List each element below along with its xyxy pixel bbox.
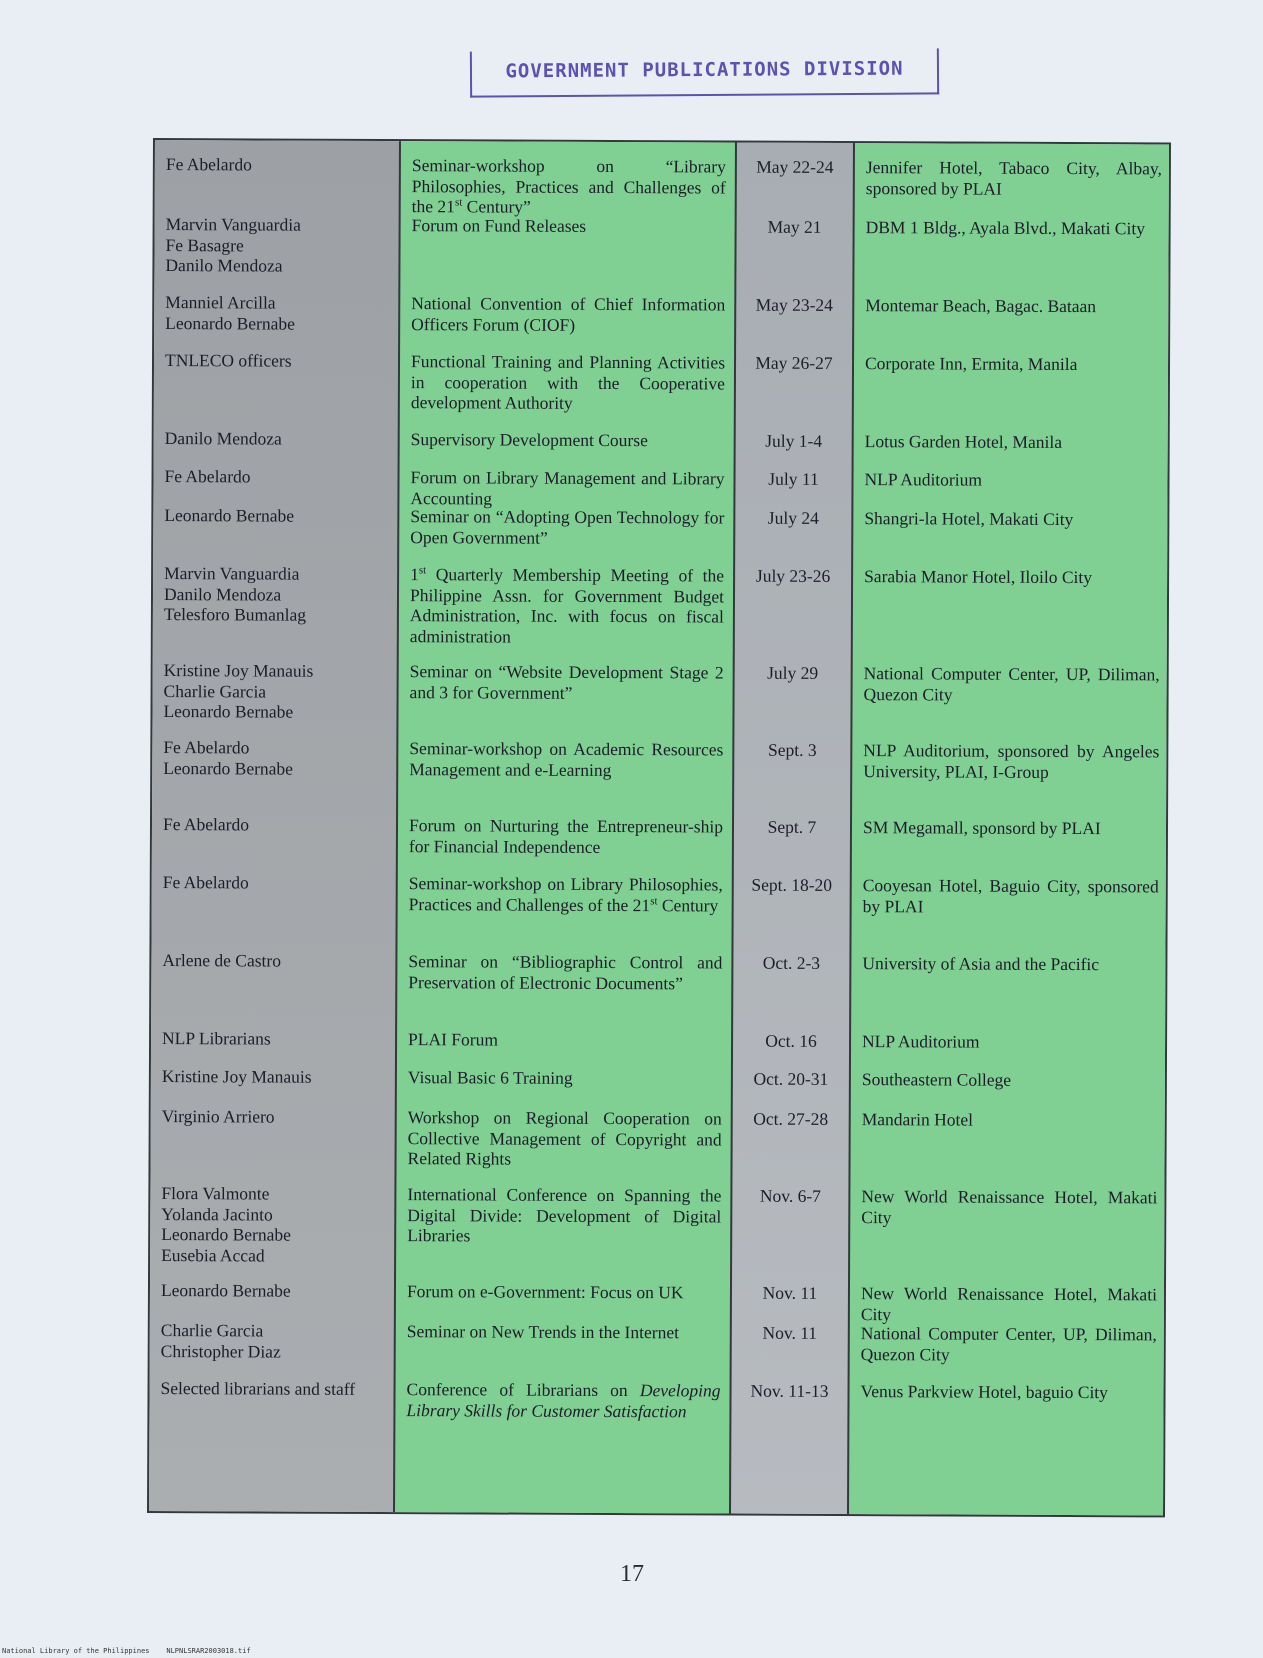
participant-names: Virginio Arriero [161, 1106, 275, 1127]
event-title: International Conference on Spanning the Digital Divide: Development of Digital Libraries [407, 1184, 722, 1246]
event-title-italic: Developing Library Skills for Customer Satisfaction [406, 1380, 721, 1421]
event-date: July 23-26 [755, 565, 831, 586]
participant-names: Fe Abelardo [162, 872, 249, 893]
participant-names: Fe Abelardo Leonardo Bernabe [163, 737, 294, 779]
event-venue: Jennifer Hotel, Tabaco City, Albay, sponsored by PLAI [865, 157, 1162, 199]
event-venue: National Computer Center, UP, Diliman, Quezon City [860, 1323, 1157, 1364]
event-title: Seminar on “Bibliographic Control and Preservation of Electronic Documents” [408, 951, 723, 993]
event-title: Forum on Nurturing the Entrepreneur-ship for Financial Independence [408, 815, 724, 857]
event-venue: Montemar Beach, Bagac. Bataan [865, 295, 1097, 317]
participant-names: Arlene de Castro [162, 950, 282, 971]
event-title [406, 1379, 720, 1421]
event-title: Seminar on “Website Development Stage 2 and 3 for Government” [409, 661, 724, 703]
footer-filename: NLPNLSRAR2003018.tif [166, 1647, 251, 1655]
event-date: July 1-4 [765, 430, 823, 451]
event-venue: DBM 1 Bldg., Ayala Blvd., Makati City [865, 217, 1146, 239]
event-title: Forum on e-Government: Focus on UK [406, 1281, 684, 1303]
event-date: Nov. 11 [762, 1282, 818, 1303]
event-date: Nov. 11-13 [750, 1380, 829, 1401]
event-title: Workshop on Regional Cooperation on Collective Management of Copyright and Related Rights [407, 1107, 722, 1169]
government-publications-stamp: GOVERNMENT PUBLICATIONS DIVISION [470, 48, 939, 97]
participant-names: NLP Librarians [162, 1028, 271, 1049]
event-date: July 24 [767, 507, 819, 528]
participant-names: Leonardo Bernabe [160, 1280, 291, 1301]
event-date: May 23-24 [755, 294, 833, 315]
event-date: Sept. 18-20 [751, 874, 833, 895]
footer-library: National Library of the Philippines [2, 1647, 150, 1655]
event-venue: Sarabia Manor Hotel, Iloilo City [864, 566, 1093, 588]
event-title: Seminar on New Trends in the Internet [406, 1321, 680, 1343]
event-date: May 22-24 [756, 156, 834, 177]
participant-names: Danilo Mendoza [164, 428, 282, 449]
event-date: July 29 [767, 662, 819, 683]
event-date: Oct. 16 [765, 1030, 817, 1051]
event-venue: Venus Parkview Hotel, baguio City [860, 1381, 1108, 1403]
participant-names: Fe Abelardo [164, 466, 251, 487]
event-title: Forum on Library Management and Library Accounting [410, 467, 725, 508]
event-venue: University of Asia and the Pacific [862, 953, 1100, 975]
event-date: July 11 [768, 468, 819, 489]
event-date: May 21 [767, 216, 822, 237]
page-number: 17 [620, 1561, 644, 1587]
participant-names: Flora Valmonte Yolanda Jacinto Leonardo Bernabe Eusebia Accad [161, 1183, 291, 1265]
event-title: PLAI Forum [408, 1029, 499, 1050]
event-date: Oct. 2-3 [762, 952, 821, 973]
event-title: Seminar-workshop on Library Philosophies, Practices and Challenges of the 21st Century [408, 873, 723, 915]
participant-names: Fe Abelardo [165, 154, 252, 175]
event-venue: NLP Auditorium, sponsored by Angeles University, PLAI, I-Group [863, 740, 1160, 782]
event-venue: Southeastern College [861, 1069, 1012, 1090]
participant-names: Fe Abelardo [162, 814, 250, 835]
participant-names: Selected librarians and staff [160, 1378, 356, 1399]
participant-names: TNLECO officers [164, 350, 292, 371]
event-venue: SM Megamall, sponsord by PLAI [862, 817, 1101, 839]
event-title: National Convention of Chief Information Officers Forum (CIOF) [411, 293, 726, 335]
event-date: Nov. 11 [762, 1322, 818, 1343]
event-date: May 26-27 [755, 352, 833, 373]
event-title: Seminar on “Adopting Open Technology for Open Government” [410, 506, 725, 548]
participant-names: Marvin Vanguardia Fe Basagre Danilo Mendoza [165, 214, 301, 276]
event-date: Oct. 27-28 [753, 1108, 829, 1129]
participant-names: Kristine Joy Manauis Charlie Garcia Leonardo Bernabe [163, 660, 314, 722]
participant-names: Manniel Arcilla Leonardo Bernabe [165, 292, 295, 334]
event-title: Functional Training and Planning Activities in cooperation with the Cooperative development Authority [410, 351, 726, 413]
event-venue: NLP Auditorium [864, 469, 983, 490]
event-venue: NLP Auditorium [862, 1031, 980, 1052]
event-venue: New World Renaissance Hotel, Makati City [861, 1186, 1158, 1227]
event-title: Visual Basic 6 Training [407, 1067, 573, 1088]
event-date: Nov. 6-7 [759, 1185, 821, 1206]
event-title: Seminar-workshop on Academic Resources Management and e-Learning [409, 738, 724, 780]
event-title: Supervisory Development Course [410, 429, 648, 451]
event-venue: Lotus Garden Hotel, Manila [864, 431, 1063, 452]
event-venue: Cooyesan Hotel, Baguio City, sponsored by PLAI [862, 875, 1159, 916]
event-date: Sept. 3 [767, 739, 817, 760]
event-date: Sept. 7 [767, 816, 817, 837]
activities-table [147, 138, 1171, 1517]
participant-names: Marvin Vanguardia Danilo Mendoza Telesforo Bumanlag [163, 563, 307, 625]
event-title: 1st Quarterly Membership Meeting of the Philippine Assn. for Government Budget Administration, Inc. with focus on fiscal administration [409, 564, 725, 647]
participant-names: Kristine Joy Manauis [161, 1066, 312, 1087]
event-title: Forum on Fund Releases [411, 215, 587, 236]
event-venue: National Computer Center, UP, Diliman, Quezon City [863, 663, 1160, 704]
event-venue: Shangri-la Hotel, Makati City [864, 508, 1074, 530]
participant-names: Leonardo Bernabe [164, 505, 295, 526]
participant-names: Charlie Garcia Christopher Diaz [160, 1320, 281, 1362]
event-venue: New World Renaissance Hotel, Makati City [860, 1283, 1158, 1324]
event-title: Seminar-workshop on “Library Philosophies, Practices and Challenges of the 21st Century” [411, 155, 726, 217]
event-date: Oct. 20-31 [753, 1068, 829, 1089]
event-title-prefix: Conference of Librarians on [406, 1379, 628, 1401]
event-venue: Mandarin Hotel [861, 1109, 974, 1130]
event-venue: Corporate Inn, Ermita, Manila [864, 353, 1078, 375]
scan-footer [2, 1647, 702, 1655]
